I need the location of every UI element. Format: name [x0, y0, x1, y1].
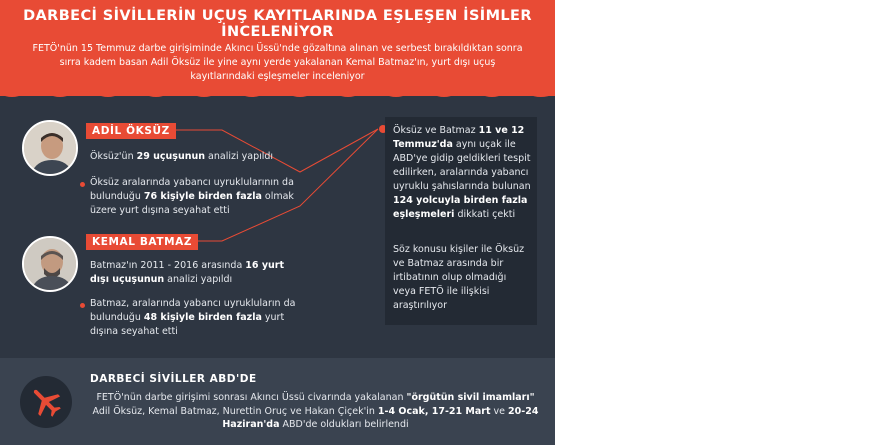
bullet-dot: [80, 303, 85, 308]
body-text: ABD'de oldukları belirlendi: [279, 419, 409, 430]
avatar-kemal-batmaz: [22, 236, 78, 292]
body-text: dikkati çekti: [454, 209, 516, 220]
bullet-dot: [80, 182, 85, 187]
body-text: Batmaz'ın 2011 - 2016 arasında: [90, 260, 246, 271]
highlight-text: "örgütün sivil imamları": [406, 392, 535, 403]
intro-text: FETÖ'nün 15 Temmuz darbe girişiminde Akıncı Üssü'nde gözaltına alınan ve serbest bırakıldıktan sonra sırra kadem basan Adil Öksüz ile yine aynı yerde yakalanan Kemal Batmaz'ın, yurt dışı uçuş kayıtlarındaki eşleşmeler inceleniyor: [32, 43, 523, 82]
highlight-text: 124 yolcuyla birden fazla eşleşmeleri: [393, 195, 528, 220]
highlight-text: 20-24 Haziran'da: [222, 405, 539, 430]
footer-text: [88, 391, 543, 432]
airplane-icon: [20, 376, 72, 428]
body-text: Adil Öksüz, Kemal Batmaz, Nurettin Oruç ve Hakan Çiçek'in: [92, 405, 378, 417]
body-text: Öksüz aralarında yabancı uyruklularının da bulunduğu: [90, 177, 294, 202]
body-text: analizi yapıldı: [164, 274, 233, 285]
body-text: ve: [490, 405, 509, 417]
person2-flight-analysis: [90, 259, 305, 287]
footer-title: DARBECİ SİVİLLER ABD'DE: [90, 373, 257, 385]
body-text: olmak üzere yurt dışına seyahat etti: [90, 191, 294, 216]
body-text: FETÖ'nün darbe girişimi sonrası Akıncı Üssü civarında yakalanan: [96, 392, 407, 403]
body-text: yurt dışına seyahat etti: [90, 312, 285, 337]
person2-travel-info: [90, 297, 305, 339]
name-tag-adil-oksuz: ADİL ÖKSÜZ: [86, 123, 176, 139]
highlight-text: 48 kişiyle birden fazla: [143, 312, 262, 323]
body-text: analizi yapıldı: [205, 151, 274, 162]
highlight-text: 16 yurt dışı uçuşunun: [90, 260, 285, 285]
highlight-text: 76 kişiyle birden fazla: [143, 191, 262, 202]
findings-paragraph-2: Söz konusu kişiler ile Öksüz ve Batmaz arasında bir irtibatının olup olmadığı veya FETÖ ile ilişkisi araştırılıyor: [393, 244, 525, 311]
findings-paragraph-1: [393, 124, 531, 222]
highlight-text: 29 uçuşunun: [136, 151, 206, 162]
avatar-adil-oksuz: [22, 120, 78, 176]
person1-travel-info: [90, 176, 305, 218]
highlight-text: 1-4 Ocak, 17-21 Mart: [377, 405, 491, 417]
page-title: DARBECİ SİVİLLERİN UÇUŞ KAYITLARINDA EŞLEŞEN İSİMLER İNCELENİYOR: [23, 8, 532, 40]
body-text: Öksüz'ün: [90, 151, 137, 162]
airplane-icon-badge: [20, 376, 72, 428]
highlight-text: 11 ve 12 Temmuz'da: [393, 125, 525, 150]
body-text: Batmaz, aralarında yabancı uyrukluların da bulunduğu: [90, 298, 296, 323]
body-text: aynı uçak ile ABD'ye gidip geldikleri tespit edilirken, aralarında yabancı uyruklu şahıslarında bulunan: [393, 139, 531, 192]
person1-flight-analysis: [90, 150, 290, 164]
body-text: Öksüz ve Batmaz: [393, 125, 479, 136]
name-tag-kemal-batmaz: KEMAL BATMAZ: [86, 234, 198, 250]
